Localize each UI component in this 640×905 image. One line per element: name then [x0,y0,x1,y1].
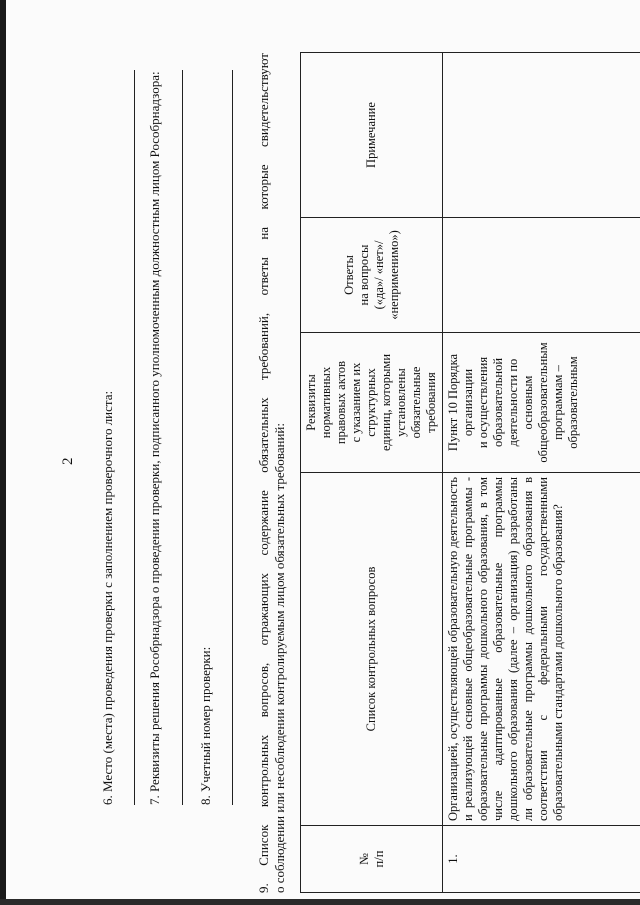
field-7-label: 7. Реквизиты решения Рособрнадзора о проведении проверки, подписанного уполномоченным должностным лицом Рособрнадзора: [147,71,162,805]
field-9-line-2: о соблюдении или несоблюдении контролируемым лицом обязательных требований: [272,423,287,893]
row-1-note-cell[interactable] [443,53,640,218]
field-8-blank-line [232,70,233,805]
row-1-acts-line: деятельности по основным [506,358,535,447]
header-answers-line: («да»/ «нет»/ [371,240,386,310]
field-7-blank-line [182,70,183,805]
table-row [443,53,640,893]
row-1-acts-line: Пункт 10 Порядка [446,353,460,452]
row-1-acts-line: образовательным [566,356,580,449]
header-acts-line: требования [424,372,438,433]
field-6-label: 6. Место (места) проведения проверки с заполнением проверочного листа: [100,390,115,805]
row-1-question: Организацией, осуществляющей образовательную деятельность и реализующей основные общеобразовательные программы - образовательные программы дошкольного образования, в том числе адаптированные образовательные программы дошкольного образования (далее – организация) разработаны ли образовательные программы дошкольного образования в соответствии с федеральными государственными образовательными стандартами дошкольного образования? [443,473,640,826]
row-1-acts-line: программам – [551,365,565,440]
row-1-answer-cell[interactable] [443,218,640,333]
table-header-row [301,53,443,893]
row-1-acts-line: общеобразовательным [536,342,550,463]
header-notes: Примечание [301,53,443,218]
checklist-table [300,52,640,893]
field-6-blank-line [134,70,135,805]
page-number: 2 [60,457,76,465]
header-num-line: № [356,853,371,865]
header-acts-line: единиц, которыми [379,353,393,452]
row-1-acts-line: организации [461,368,475,437]
field-8-label: 8. Учетный номер проверки: [198,646,213,805]
header-acts [301,333,443,473]
header-num [301,826,443,893]
header-questions: Список контрольных вопросов [301,473,443,826]
header-answers-line: «неприменимо») [386,230,401,320]
field-9-line-1: 9. Список контрольных вопросов, отражающих содержание обязательных требований, ответы на которые свидетельствуют [256,53,271,893]
header-answers-line: на вопросы [356,244,371,306]
header-answers [301,218,443,333]
row-1-num: 1. [443,826,640,893]
header-acts-line: с указанием их структурных [349,362,378,443]
header-acts-line: Реквизиты нормативных [304,366,333,439]
row-1-acts [443,333,640,473]
header-acts-line: правовых актов [334,360,348,445]
row-1-acts-line: образовательной [491,357,505,448]
row-1-acts-line: и осуществления [476,356,490,449]
header-acts-line: установлены обязательные [394,366,423,439]
header-answers-line: Ответы [341,255,356,295]
header-num-line: п/п [371,850,386,868]
